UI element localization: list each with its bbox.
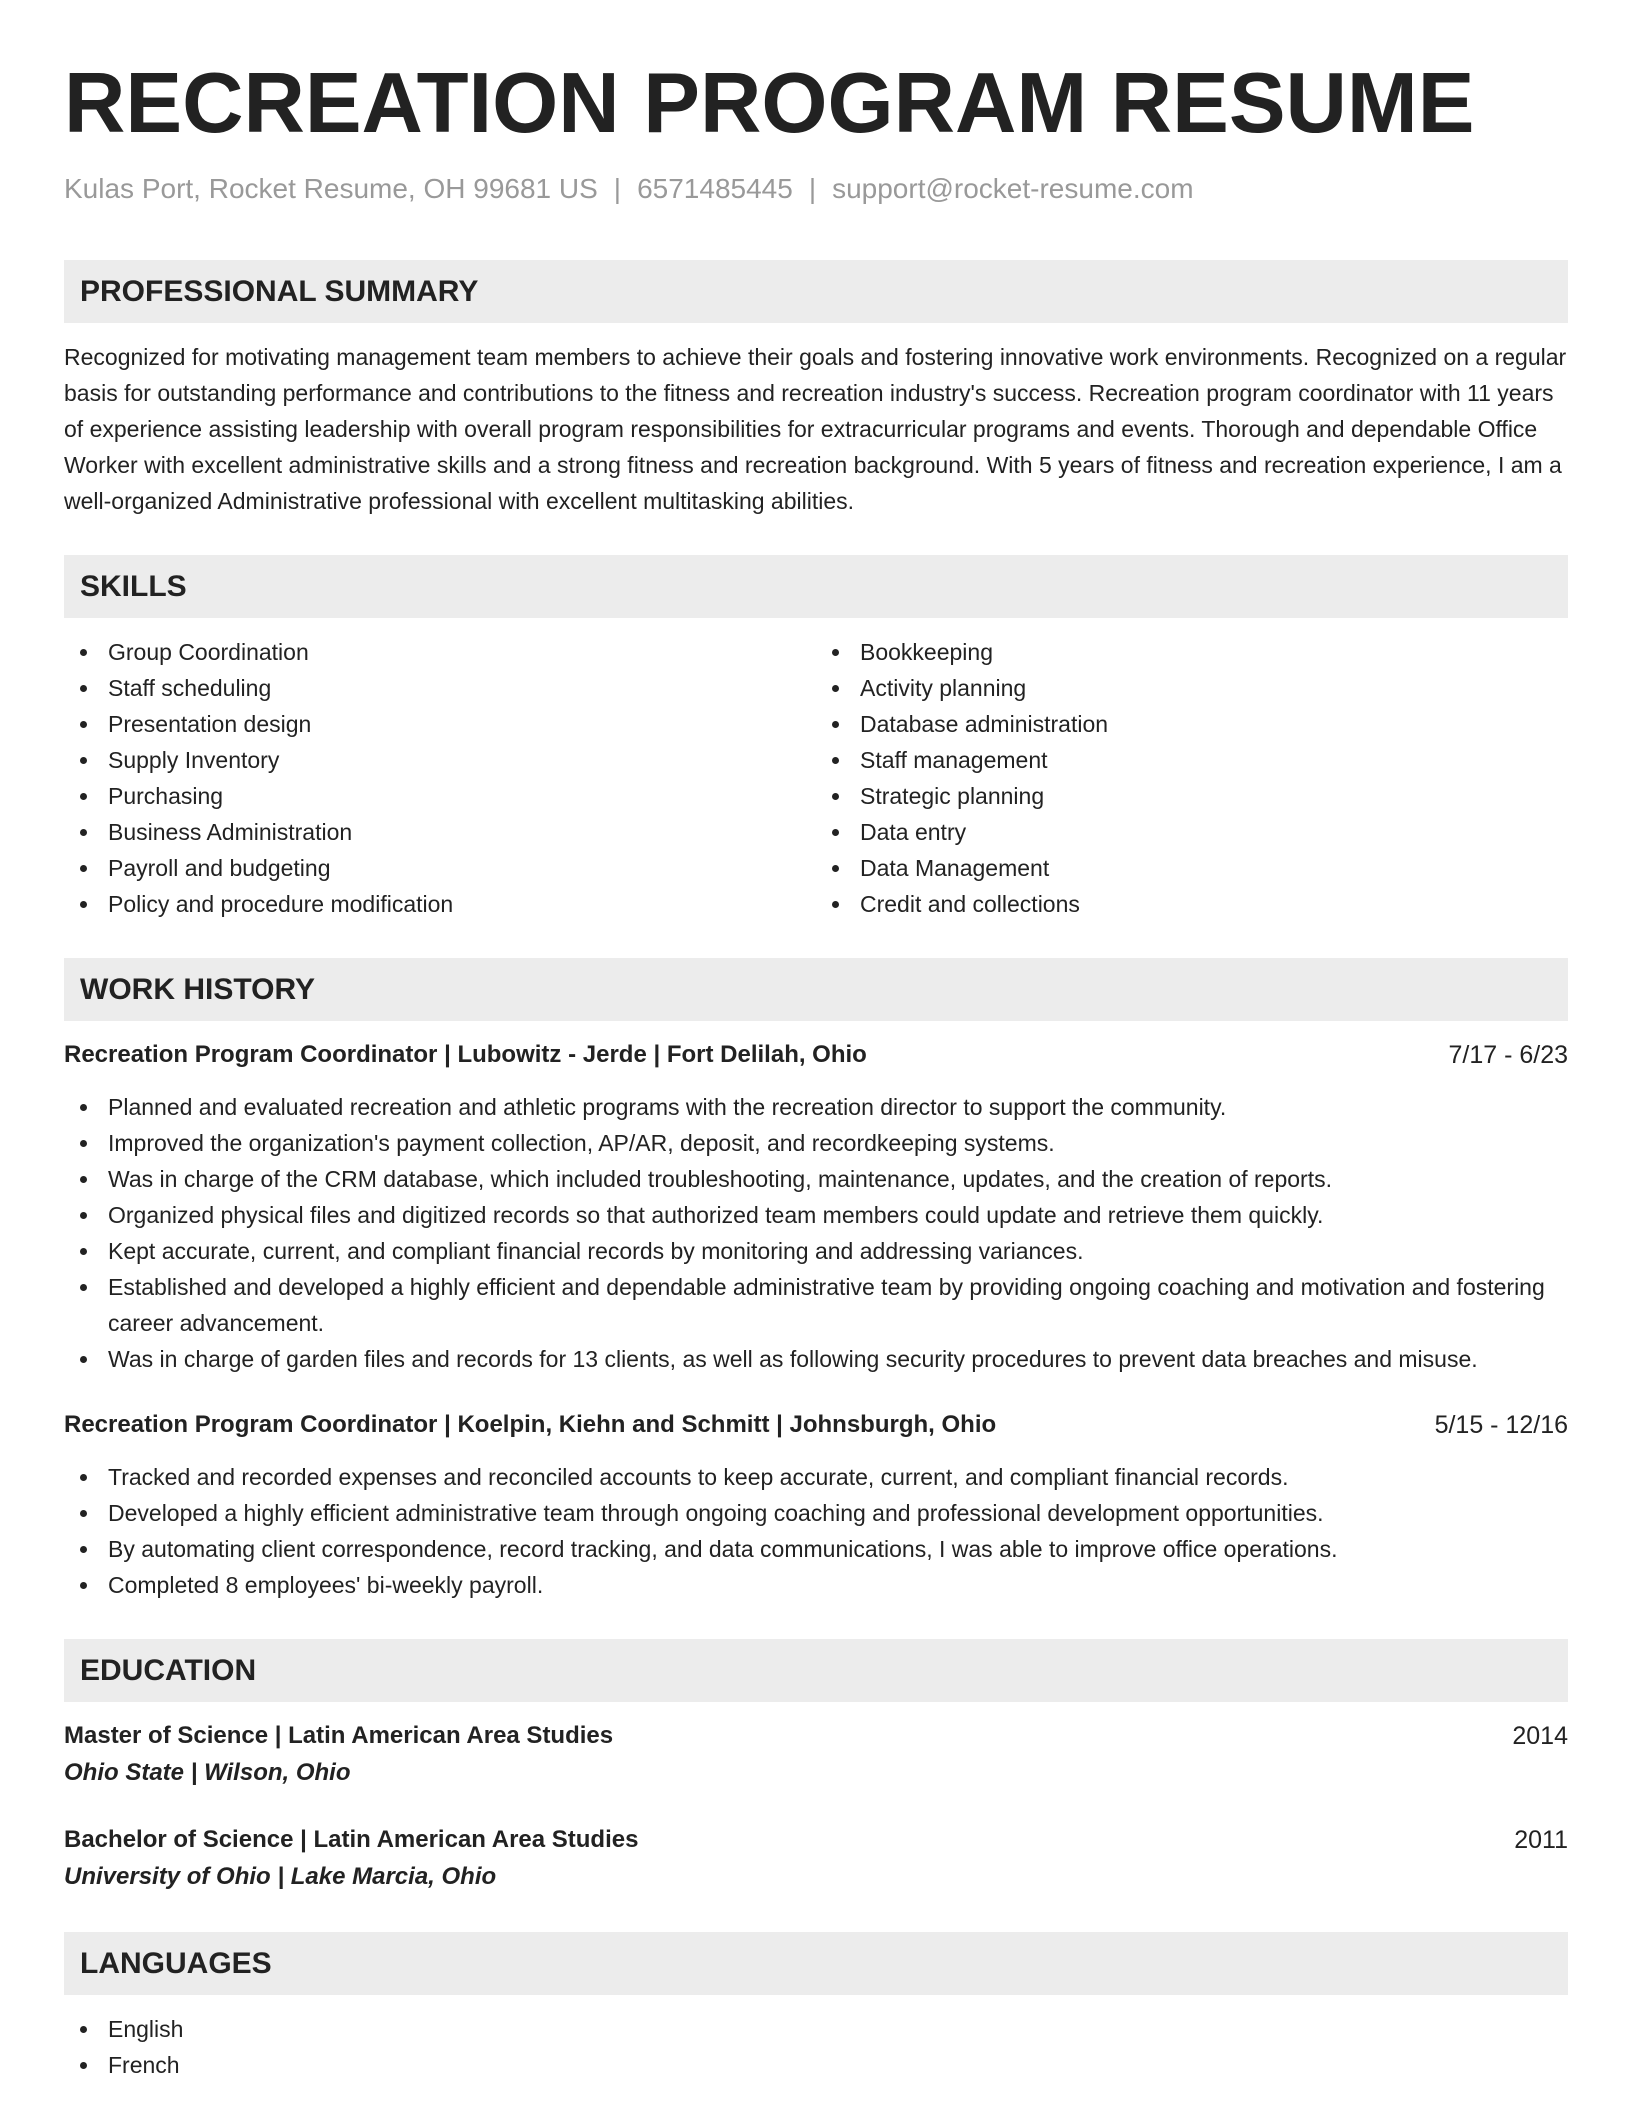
email-link[interactable]: support@rocket-resume.com — [832, 173, 1194, 204]
job-entry — [64, 1407, 1568, 1603]
education-entry — [64, 1822, 1568, 1896]
address: Kulas Port, Rocket Resume, OH 99681 US — [64, 173, 598, 204]
skill-item: Data entry — [816, 814, 1568, 850]
skill-item: Business Administration — [64, 814, 816, 850]
skill-item: Presentation design — [64, 706, 816, 742]
degree: Bachelor of Science | Latin American Area Studies — [64, 1826, 639, 1853]
section-heading-skills: SKILLS — [64, 555, 1568, 618]
language-item: English — [64, 2011, 1568, 2047]
skill-item: Database administration — [816, 706, 1568, 742]
job-header — [64, 1407, 1568, 1443]
skill-item: Supply Inventory — [64, 742, 816, 778]
summary-text: Recognized for motivating management team members to achieve their goals and fostering innovative work environments. Recognized on a regular basis for outstanding performance and contributions to the fitness and recreation industry's success. Recreation program coordinator with 11 years of experience assisting leadership with overall program responsibilities for extracurricular programs and events. Thorough and dependable Office Worker with excellent administrative skills and a strong fitness and recreation background. With 5 years of fitness and recreation experience, I am a well-organized Administrative professional with excellent multitasking abilities. — [64, 344, 1567, 514]
job-bullet: Kept accurate, current, and compliant financial records by monitoring and addressing variances. — [64, 1233, 1568, 1269]
job-bullet: By automating client correspondence, record tracking, and data communications, I was able to improve office operations. — [64, 1531, 1568, 1567]
job-entry — [64, 1037, 1568, 1377]
skill-item: Group Coordination — [64, 634, 816, 670]
skills-list — [64, 634, 1568, 922]
phone: 6571485445 — [637, 173, 793, 204]
school: Ohio State | Wilson, Ohio — [64, 1759, 351, 1786]
education-entry — [64, 1718, 1568, 1792]
skill-item: Staff scheduling — [64, 670, 816, 706]
job-bullet: Developed a highly efficient administrative team through ongoing coaching and professional development opportunities. — [64, 1495, 1568, 1531]
skill-item: Strategic planning — [816, 778, 1568, 814]
languages-list — [64, 2011, 1568, 2083]
job-bullets — [64, 1089, 1568, 1377]
skill-item: Bookkeeping — [816, 634, 1568, 670]
contact-line — [64, 172, 1568, 206]
contact-separator: | — [613, 173, 622, 204]
skills-column-left — [64, 634, 816, 922]
contact-separator: | — [808, 173, 817, 204]
education-header — [64, 1822, 1568, 1858]
job-dates: 5/15 - 12/16 — [1434, 1411, 1568, 1439]
resume-title: RECREATION PROGRAM RESUME — [64, 56, 1475, 151]
job-bullet: Was in charge of the CRM database, which included troubleshooting, maintenance, updates, and the creation of reports. — [64, 1161, 1568, 1197]
education-header — [64, 1718, 1568, 1754]
job-bullet: Established and developed a highly efficient and dependable administrative team by providing ongoing coaching and motivation and fostering career advancement. — [64, 1269, 1568, 1341]
job-bullet: Tracked and recorded expenses and reconciled accounts to keep accurate, current, and compliant financial records. — [64, 1459, 1568, 1495]
section-heading-summary: PROFESSIONAL SUMMARY — [64, 260, 1568, 323]
skill-item: Purchasing — [64, 778, 816, 814]
school: University of Ohio | Lake Marcia, Ohio — [64, 1863, 497, 1890]
skill-item: Policy and procedure modification — [64, 886, 816, 922]
skill-item: Activity planning — [816, 670, 1568, 706]
section-heading-languages: LANGUAGES — [64, 1932, 1568, 1995]
skill-item: Credit and collections — [816, 886, 1568, 922]
graduation-year: 2011 — [1514, 1826, 1568, 1854]
job-bullet: Improved the organization's payment collection, AP/AR, deposit, and recordkeeping systems. — [64, 1125, 1568, 1161]
job-bullets — [64, 1459, 1568, 1603]
section-heading-education: EDUCATION — [64, 1639, 1568, 1702]
job-bullet: Planned and evaluated recreation and athletic programs with the recreation director to support the community. — [64, 1089, 1568, 1125]
job-bullet: Completed 8 employees' bi-weekly payroll. — [64, 1567, 1568, 1603]
skill-item: Payroll and budgeting — [64, 850, 816, 886]
job-header — [64, 1037, 1568, 1073]
job-title: Recreation Program Coordinator | Lubowitz - Jerde | Fort Delilah, Ohio — [64, 1041, 867, 1068]
skill-item: Staff management — [816, 742, 1568, 778]
section-heading-work-history: WORK HISTORY — [64, 958, 1568, 1021]
job-bullet: Organized physical files and digitized records so that authorized team members could update and retrieve them quickly. — [64, 1197, 1568, 1233]
language-item: French — [64, 2047, 1568, 2083]
degree: Master of Science | Latin American Area Studies — [64, 1722, 614, 1749]
job-title: Recreation Program Coordinator | Koelpin, Kiehn and Schmitt | Johnsburgh, Ohio — [64, 1411, 997, 1438]
job-dates: 7/17 - 6/23 — [1448, 1041, 1568, 1069]
job-bullet: Was in charge of garden files and records for 13 clients, as well as following security procedures to prevent data breaches and misuse. — [64, 1341, 1568, 1377]
skills-column-right — [816, 634, 1568, 922]
skill-item: Data Management — [816, 850, 1568, 886]
graduation-year: 2014 — [1512, 1722, 1568, 1750]
